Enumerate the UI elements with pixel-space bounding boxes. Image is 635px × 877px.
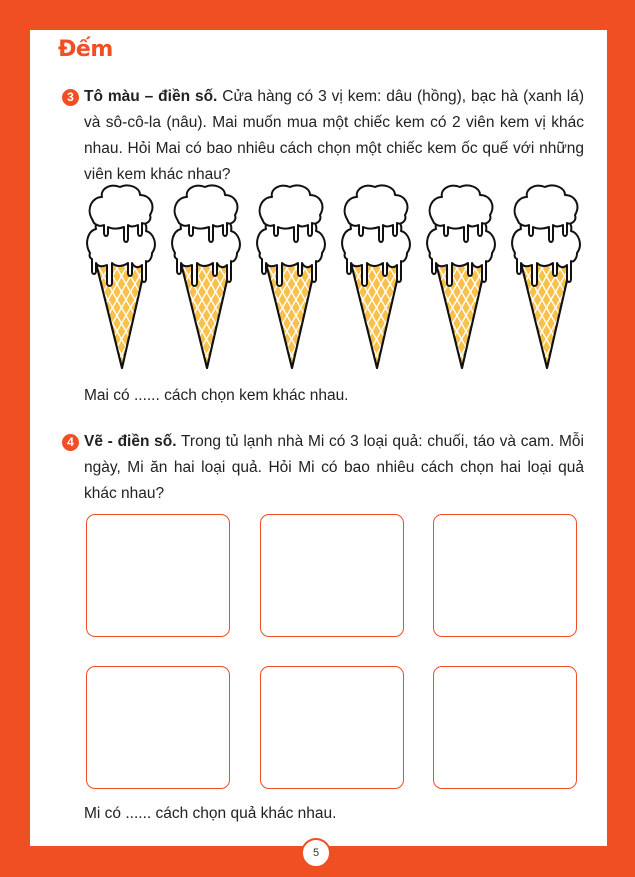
- section-title: Đếm: [58, 37, 113, 62]
- ice-cream-cone-icon[interactable]: [337, 183, 415, 378]
- exercise-4-body: Trong tủ lạnh nhà Mi có 3 loại quả: chuối, táo và cam. Mỗi ngày, Mi ăn hai loại quả. Hỏi Mi có bao nhiêu cách chọn hai loại quả khác nhau?: [84, 433, 584, 502]
- drawing-box-4[interactable]: [86, 666, 230, 789]
- exercise-4-heading: Vẽ - điền số.: [84, 433, 177, 450]
- drawing-box-3[interactable]: [433, 514, 577, 637]
- exercise-4-answer[interactable]: Mi có ...... cách chọn quả khác nhau.: [84, 805, 337, 822]
- ice-cream-cone-icon[interactable]: [82, 183, 160, 378]
- exercise-4-number: 4: [62, 434, 79, 451]
- exercise-3-text: [84, 84, 584, 188]
- exercise-3-number: 3: [62, 89, 79, 106]
- ice-cream-cone-icon[interactable]: [422, 183, 500, 378]
- drawing-box-6[interactable]: [433, 666, 577, 789]
- exercise-3-heading: Tô màu – điền số.: [84, 88, 218, 105]
- page-number: 5: [301, 838, 331, 868]
- ice-cream-cone-icon[interactable]: [507, 183, 585, 378]
- drawing-box-2[interactable]: [260, 514, 404, 637]
- ice-cream-cone-icon[interactable]: [167, 183, 245, 378]
- ice-cream-cone-icon[interactable]: [252, 183, 330, 378]
- exercise-3-body: Cửa hàng có 3 vị kem: dâu (hồng), bạc hà (xanh lá) và sô-cô-la (nâu). Mai muốn mua một chiếc kem có 2 viên kem vị khác nhau. Hỏi Mai có bao nhiêu cách chọn một chiếc kem ốc quế với những viên kem khác nhau?: [84, 88, 584, 183]
- exercise-4-text: [84, 429, 584, 507]
- drawing-box-1[interactable]: [86, 514, 230, 637]
- ice-cream-cones: [80, 183, 580, 378]
- exercise-3-answer[interactable]: Mai có ...... cách chọn kem khác nhau.: [84, 387, 349, 404]
- drawing-box-5[interactable]: [260, 666, 404, 789]
